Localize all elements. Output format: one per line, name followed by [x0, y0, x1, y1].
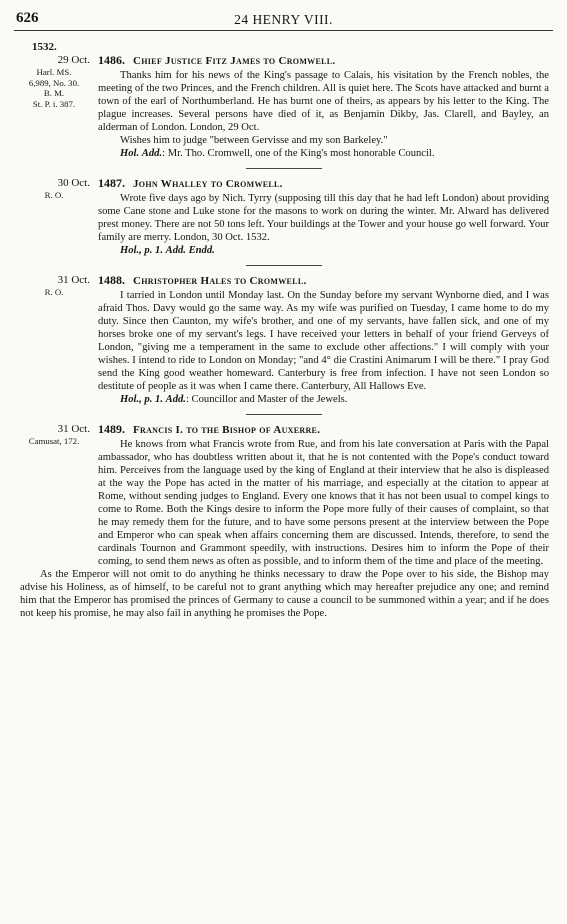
entry-number: 1487.: [98, 176, 125, 190]
entry-date: 31 Oct.: [57, 274, 90, 286]
entry-1488: [14, 274, 553, 406]
source-ref: St. P. i. 387.: [32, 98, 76, 109]
margin-note: [14, 54, 94, 109]
entry-footnote: [120, 393, 549, 406]
section-divider: [246, 414, 322, 415]
section-divider: [246, 265, 322, 266]
entry-number: 1489.: [98, 422, 125, 436]
foot-address: : Councillor and Master of the Jewels.: [185, 394, 348, 405]
margin-note: [14, 274, 94, 298]
entry-title: Chief Justice Fitz James to Cromwell.: [133, 55, 336, 67]
entry-title: Francis I. to the Bishop of Auxerre.: [133, 424, 321, 436]
entry-body: He knows from what Francis wrote from Rue, and from his late conversation at Paris with the Papal ambassador, who has doubtless written about it, that he is not contented with the Pope's conduct toward him. Perceives from the language used by the king of England at their interview that he also is displeased at the way the Pope has acted in the matter of his marriage, and especially at the citation to appear at Rome, without sending judges to England. Every one knows that it has not been usual to compel kings to come to Rome. Both the Kings desire to inform the Pope more fully of their causes of complaint, so that he may remedy them for the future, and to have some persons present at the interview between the Pope and Emperor who can speak when affairs concerning them are discussed. Intends, therefore, to send the cardinals Tournon and Grammont speedily, with instructions. Desires him to inform the Pope of their coming, to send them news as often as possible, and to inform them of the time and place of the meeting.: [98, 439, 549, 567]
running-title: 24 HENRY VIII.: [234, 12, 333, 27]
foot-hol: Hol., p. 1.: [120, 245, 163, 256]
entry-body-continued: As the Emperor will not omit to do anything he thinks necessary to draw the Pope over to his side, the Bishop may advise his Holiness, as of himself, to be careful not to grant anything which may hereafter prejudice any one; and remind him that the Emperor has promised the princes of Germany to cause a council to be summoned within a year; and if he does not keep his promise, he may also fail in anything he promises the Pope.: [20, 569, 549, 619]
foot-add: Add.: [165, 394, 186, 405]
entry-number: 1486.: [98, 53, 125, 67]
margin-note: [14, 423, 94, 447]
foot-hol: Hol., p. 1.: [120, 394, 163, 405]
source-ref: Harl. MS.: [36, 67, 72, 77]
entry-title: Christopher Hales to Cromwell.: [133, 275, 307, 287]
foot-address: : Mr. Tho. Cromwell, one of the King's most honorable Council.: [162, 148, 435, 159]
margin-note: [14, 177, 94, 201]
source-ref: R. O.: [44, 190, 64, 200]
year-marker: 1532.: [32, 41, 57, 53]
section-divider: [246, 168, 322, 169]
entry-title: John Whalley to Cromwell.: [133, 178, 283, 190]
foot-endd: Endd.: [188, 245, 215, 256]
entry-date: 31 Oct.: [57, 423, 90, 435]
entry-1487: [14, 177, 553, 257]
source-ref: B. M.: [43, 88, 65, 98]
entry-1489: [14, 423, 553, 568]
foot-add: Add.: [141, 148, 163, 159]
entry-1486: [14, 54, 553, 160]
entry-footnote: [120, 244, 549, 257]
entry-body: Thanks him for his news of the King's passage to Calais, his visitation by the French nobles, the meeting of the two Princes, and the French children. All is quiet here. The Scots have attacked and burnt a town of the earl of Northumberland. He has burnt one of theirs, as appears by his letter to the King. The plague increases. Several persons have died of it, as Benjamin Dikby, Jas. Clarell, and Bayley, an alderman of London. London, 29 Oct.: [98, 70, 549, 133]
entry-heading: [98, 423, 549, 438]
entry-date: 30 Oct.: [57, 177, 90, 189]
entry-heading: [98, 274, 549, 289]
entry-body: Wrote five days ago by Nich. Tyrry (supposing till this day that he had left London) about providing some Cane stone and Luke stone for the masons to work on during the winter. Mr. Alward has delivered prest money. There are not 50 tons left. Your buildings at the Tower and your house go well forward. Your family are merry. London, 30 Oct. 1532.: [98, 193, 549, 243]
foot-hol: Hol.: [120, 148, 140, 159]
entry-body: I tarried in London until Monday last. On the Sunday before my servant Wynborne died, and I was afraid Thos. Davy would go the same way. As my wife was purified on Tuesday, I came home to do my duty. Since then Caunton, my wife's brother, and one of my servants, have fallen sick, and one of my horses broke one of my servant's legs. I have received your letters in behalf of your friend Gerveys of London, "giving me a temperament in the same to exclude other affections." I will comply with your wishes. I intend to ride to London on Monday; "and 4° die Crastini Animarum I will be there." I pray God send the King good weather homeward. Canterbury is free from infection. I have not seen London so destitute of people as it was when I came there. Canterbury, All Hallows Eve.: [98, 290, 549, 392]
entry-heading: [98, 177, 549, 192]
entry-date: 29 Oct.: [57, 54, 90, 66]
running-header: [14, 10, 553, 31]
entry-footnote: [120, 147, 549, 160]
page-number: 626: [16, 10, 39, 26]
entry-number: 1488.: [98, 273, 125, 287]
source-ref: R. O.: [44, 287, 64, 297]
entry-body-continued: Wishes him to judge "between Gervisse and my son Barkeley.": [120, 135, 388, 146]
entry-heading: [98, 54, 549, 69]
foot-add: Add.: [165, 245, 186, 256]
source-ref: Camusat, 172.: [28, 436, 80, 446]
source-ref: 6,989, No. 30.: [28, 77, 80, 88]
